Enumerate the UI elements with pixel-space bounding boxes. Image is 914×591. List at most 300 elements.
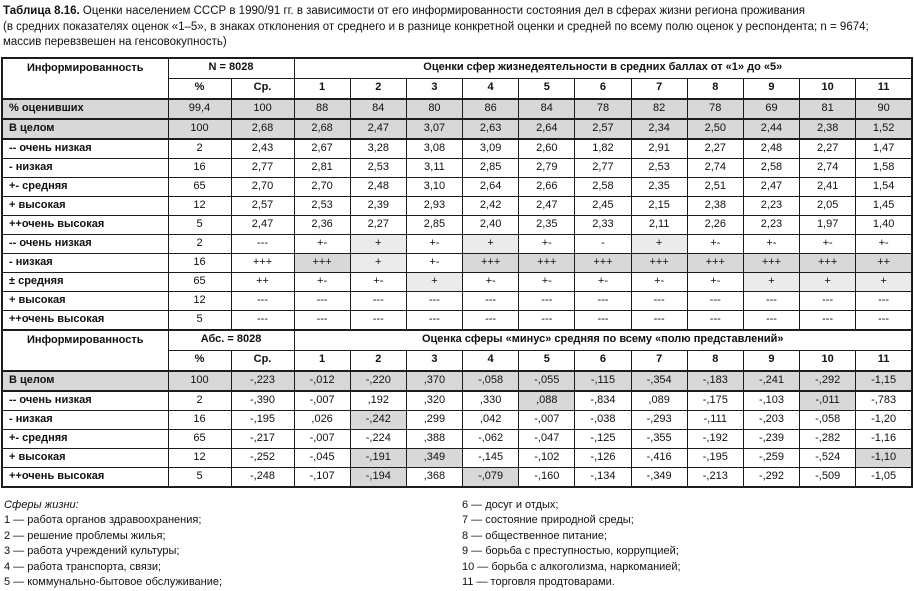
- table-cell: 2,91: [631, 139, 687, 159]
- table-cell: ---: [687, 310, 743, 330]
- row-label: +- средняя: [2, 429, 168, 448]
- table-cell: ,349: [406, 448, 462, 467]
- table-cell: +-: [463, 272, 519, 291]
- table-cell: ---: [687, 291, 743, 310]
- table-cell: 2,05: [800, 196, 856, 215]
- spheres-legend: [0, 488, 914, 591]
- avg-cell: 2,68: [231, 119, 294, 139]
- table-cell: 2,27: [687, 139, 743, 159]
- legend-item: 6 — досуг и отдых;: [462, 498, 559, 511]
- table-cell: -,103: [743, 391, 799, 411]
- table-cell: ---: [519, 310, 575, 330]
- table-cell: ,320: [406, 391, 462, 411]
- pct-cell: 5: [168, 310, 231, 330]
- pct-cell: 2: [168, 391, 231, 411]
- pct-cell: 12: [168, 291, 231, 310]
- title-line-2: (в средних показателях оценок «1–5», в знаках отклонения от среднего и в разнице конкретной оценки и средней по всему полю оценок у респондента; n = 9674;: [3, 20, 869, 33]
- table-cell: +++: [519, 253, 575, 272]
- table-cell: +: [800, 272, 856, 291]
- table-cell: 1,54: [856, 177, 912, 196]
- pct-cell: 12: [168, 196, 231, 215]
- title-text: Оценки населением СССР в 1990/91 гг. в зависимости от его информированности состояния дел в сферах жизни региона проживания: [79, 5, 805, 17]
- n-header: Абс. = 8028: [168, 330, 294, 351]
- avg-cell: -,248: [231, 467, 294, 487]
- table-cell: ---: [856, 291, 912, 310]
- table-cell: -1,10: [856, 448, 912, 467]
- table-cell: -,834: [575, 391, 631, 411]
- row-label: ± средняя: [2, 272, 168, 291]
- table-cell: ,330: [463, 391, 519, 411]
- table-cell: ---: [519, 291, 575, 310]
- table-cell: -,259: [743, 448, 799, 467]
- table-cell: 86: [463, 99, 519, 119]
- table-cell: 2,63: [463, 119, 519, 139]
- table-cell: -,102: [519, 448, 575, 467]
- row-label: - низкая: [2, 158, 168, 177]
- table-cell: 2,47: [743, 177, 799, 196]
- column-header: 2: [350, 78, 406, 99]
- table-cell: -,007: [294, 429, 350, 448]
- table-cell: 1,82: [575, 139, 631, 159]
- table-cell: -,045: [294, 448, 350, 467]
- row-label: ++очень высокая: [2, 467, 168, 487]
- table-row: [2, 119, 912, 139]
- table-cell: -1,05: [856, 467, 912, 487]
- column-header: 7: [631, 78, 687, 99]
- pct-cell: 2: [168, 139, 231, 159]
- table-cell: 2,34: [631, 119, 687, 139]
- table-cell: ---: [406, 310, 462, 330]
- table-cell: 90: [856, 99, 912, 119]
- table-cell: -,115: [575, 371, 631, 391]
- legend-item: 2 — решение проблемы жилья;: [4, 529, 166, 542]
- table-cell: +: [743, 272, 799, 291]
- column-header: 2: [350, 350, 406, 371]
- table-cell: -,126: [575, 448, 631, 467]
- pct-cell: 65: [168, 429, 231, 448]
- pct-cell: 5: [168, 215, 231, 234]
- pct-cell: 65: [168, 272, 231, 291]
- table-cell: -,213: [687, 467, 743, 487]
- table-cell: 3,09: [463, 139, 519, 159]
- table-cell: -1,16: [856, 429, 912, 448]
- column-header: 4: [463, 350, 519, 371]
- table-cell: 2,26: [687, 215, 743, 234]
- title-line-3: массив перевзвешен на генсовокупность): [3, 36, 227, 48]
- table-row: [2, 410, 912, 429]
- table-cell: -,079: [463, 467, 519, 487]
- table-cell: ++: [856, 253, 912, 272]
- table-row: [2, 177, 912, 196]
- column-header: 5: [519, 350, 575, 371]
- legend-item: 7 — состояние природной среды;: [462, 514, 634, 526]
- column-header: %: [168, 78, 231, 99]
- table-cell: -1,20: [856, 410, 912, 429]
- table-cell: 2,53: [294, 196, 350, 215]
- table-cell: +-: [519, 234, 575, 253]
- table-cell: +: [856, 272, 912, 291]
- table-cell: +: [350, 253, 406, 272]
- header-row: [2, 330, 912, 351]
- table-cell: 2,53: [350, 158, 406, 177]
- table-row: [2, 448, 912, 467]
- table-cell: 2,15: [631, 196, 687, 215]
- row-label: + высокая: [2, 291, 168, 310]
- legend-item: 11 — торговля продтоварами.: [462, 576, 615, 588]
- table-cell: 2,70: [294, 177, 350, 196]
- table-row: [2, 234, 912, 253]
- table-cell: +: [463, 234, 519, 253]
- table-cell: 2,35: [631, 177, 687, 196]
- table-cell: 2,85: [463, 158, 519, 177]
- avg-cell: 100: [231, 99, 294, 119]
- table-cell: 1,47: [856, 139, 912, 159]
- legend-item: 5 — коммунально-бытовое обслуживание;: [4, 576, 223, 588]
- table-cell: 2,44: [743, 119, 799, 139]
- column-header: 3: [406, 78, 462, 99]
- avg-cell: 2,57: [231, 196, 294, 215]
- column-header: 8: [687, 78, 743, 99]
- table-cell: -: [575, 234, 631, 253]
- table-cell: 3,08: [406, 139, 462, 159]
- table-cell: 2,85: [406, 215, 462, 234]
- table-cell: 2,38: [800, 119, 856, 139]
- table-cell: 2,60: [519, 139, 575, 159]
- column-header: 10: [800, 350, 856, 371]
- table-cell: -,183: [687, 371, 743, 391]
- table-cell: 1,97: [800, 215, 856, 234]
- table-cell: -,509: [800, 467, 856, 487]
- table-cell: ---: [406, 291, 462, 310]
- table-cell: 69: [743, 99, 799, 119]
- avg-cell: ---: [231, 234, 294, 253]
- table-cell: ,299: [406, 410, 462, 429]
- table-cell: -,203: [743, 410, 799, 429]
- table-cell: -,293: [631, 410, 687, 429]
- table-cell: ---: [800, 291, 856, 310]
- table-cell: ---: [631, 310, 687, 330]
- avg-cell: +++: [231, 253, 294, 272]
- table-cell: 2,77: [575, 158, 631, 177]
- column-header: 9: [743, 350, 799, 371]
- table-cell: +: [406, 272, 462, 291]
- table-cell: ---: [575, 310, 631, 330]
- table-cell: 2,68: [294, 119, 350, 139]
- avg-cell: -,195: [231, 410, 294, 429]
- table-cell: 2,58: [575, 177, 631, 196]
- table-cell: 2,11: [631, 215, 687, 234]
- table-cell: ,089: [631, 391, 687, 411]
- pct-cell: 100: [168, 371, 231, 391]
- table-row: [2, 272, 912, 291]
- table-cell: ---: [463, 291, 519, 310]
- legend-left-column: [4, 498, 462, 591]
- table-cell: 2,48: [743, 139, 799, 159]
- table-cell: +-: [406, 234, 462, 253]
- table-cell: 1,58: [856, 158, 912, 177]
- table-cell: -,242: [350, 410, 406, 429]
- table-cell: ---: [743, 310, 799, 330]
- row-label: ++очень высокая: [2, 310, 168, 330]
- table-cell: ,192: [350, 391, 406, 411]
- legend-item: 8 — общественное питание;: [462, 529, 608, 542]
- avg-cell: -,217: [231, 429, 294, 448]
- table-section-scores: [2, 58, 912, 330]
- table-cell: +: [631, 234, 687, 253]
- table-cell: +: [350, 234, 406, 253]
- table-cell: 2,47: [350, 119, 406, 139]
- row-label: ++очень высокая: [2, 215, 168, 234]
- table-cell: 1,45: [856, 196, 912, 215]
- header-row: [2, 58, 912, 79]
- table-cell: ,042: [463, 410, 519, 429]
- table-cell: -,239: [743, 429, 799, 448]
- table-cell: 3,07: [406, 119, 462, 139]
- table-cell: +-: [350, 272, 406, 291]
- table-cell: 2,47: [519, 196, 575, 215]
- column-header: 1: [294, 78, 350, 99]
- table-cell: ,388: [406, 429, 462, 448]
- table-cell: +-: [687, 234, 743, 253]
- table-cell: -,160: [519, 467, 575, 487]
- table-cell: -,349: [631, 467, 687, 487]
- table-cell: 88: [294, 99, 350, 119]
- table-cell: 80: [406, 99, 462, 119]
- table-cell: ---: [294, 291, 350, 310]
- table-cell: 2,41: [800, 177, 856, 196]
- avg-cell: 2,70: [231, 177, 294, 196]
- row-label: В целом: [2, 119, 168, 139]
- table-cell: 2,33: [575, 215, 631, 234]
- table-cell: ---: [575, 291, 631, 310]
- table-cell: +++: [463, 253, 519, 272]
- table-cell: -,224: [350, 429, 406, 448]
- table-cell: -,175: [687, 391, 743, 411]
- table-row: [2, 391, 912, 411]
- table-cell: -,062: [463, 429, 519, 448]
- pct-cell: 2: [168, 234, 231, 253]
- legend-item: 10 — борьба с алкоголизма, наркоманией;: [462, 560, 681, 573]
- table-cell: -1,15: [856, 371, 912, 391]
- avg-cell: 2,77: [231, 158, 294, 177]
- avg-cell: ---: [231, 291, 294, 310]
- pct-cell: 100: [168, 119, 231, 139]
- table-row: [2, 467, 912, 487]
- span-header: Оценка сферы «минус» средняя по всему «полю представлений»: [294, 330, 912, 351]
- table-cell: ---: [800, 310, 856, 330]
- table-row: [2, 310, 912, 330]
- table-row: [2, 196, 912, 215]
- table-cell: 2,23: [743, 196, 799, 215]
- table-row: [2, 99, 912, 119]
- table-cell: 2,51: [687, 177, 743, 196]
- column-header: 5: [519, 78, 575, 99]
- table-cell: 2,66: [519, 177, 575, 196]
- table-cell: +++: [743, 253, 799, 272]
- table-cell: -,416: [631, 448, 687, 467]
- table-row: [2, 215, 912, 234]
- row-label: - низкая: [2, 410, 168, 429]
- span-header: Оценки сфер жизнедеятельности в средних баллах от «1» до «5»: [294, 58, 912, 79]
- table-cell: ---: [631, 291, 687, 310]
- table-cell: -,007: [519, 410, 575, 429]
- table-cell: +++: [631, 253, 687, 272]
- column-header: 6: [575, 78, 631, 99]
- table-cell: -,192: [687, 429, 743, 448]
- table-cell: 1,40: [856, 215, 912, 234]
- table-cell: 2,39: [350, 196, 406, 215]
- table-row: [2, 158, 912, 177]
- table-cell: ---: [856, 310, 912, 330]
- table-cell: ---: [350, 310, 406, 330]
- table-cell: ,088: [519, 391, 575, 411]
- table-cell: -,191: [350, 448, 406, 467]
- table-cell: ---: [743, 291, 799, 310]
- table-cell: -,194: [350, 467, 406, 487]
- table-cell: -,058: [463, 371, 519, 391]
- table-cell: +-: [743, 234, 799, 253]
- table-cell: 2,81: [294, 158, 350, 177]
- table-cell: +-: [631, 272, 687, 291]
- table-cell: 2,40: [463, 215, 519, 234]
- table-cell: -,012: [294, 371, 350, 391]
- avg-cell: ---: [231, 310, 294, 330]
- table-title: [0, 0, 914, 51]
- column-header: 4: [463, 78, 519, 99]
- table-cell: 82: [631, 99, 687, 119]
- table-cell: -,038: [575, 410, 631, 429]
- column-header: 11: [856, 350, 912, 371]
- column-header: %: [168, 350, 231, 371]
- table-cell: -,195: [687, 448, 743, 467]
- table-cell: +++: [294, 253, 350, 272]
- table-cell: 2,74: [800, 158, 856, 177]
- table-cell: -,145: [463, 448, 519, 467]
- legend-item: 4 — работа транспорта, связи;: [4, 560, 162, 573]
- table-cell: -,125: [575, 429, 631, 448]
- table-cell: +++: [800, 253, 856, 272]
- n-header: N = 8028: [168, 58, 294, 79]
- corner-header: Информированность: [2, 330, 168, 371]
- table-cell: 78: [575, 99, 631, 119]
- table-cell: 3,11: [406, 158, 462, 177]
- column-header: 8: [687, 350, 743, 371]
- table-cell: -,058: [800, 410, 856, 429]
- table-row: [2, 253, 912, 272]
- table-cell: ---: [294, 310, 350, 330]
- row-label: + высокая: [2, 448, 168, 467]
- pct-cell: 5: [168, 467, 231, 487]
- legend-item: 1 — работа органов здравоохранения;: [4, 514, 202, 526]
- table-cell: -,111: [687, 410, 743, 429]
- table-cell: ,026: [294, 410, 350, 429]
- avg-cell: -,390: [231, 391, 294, 411]
- avg-cell: 2,47: [231, 215, 294, 234]
- row-label: -- очень низкая: [2, 139, 168, 159]
- row-label: В целом: [2, 371, 168, 391]
- table-number: Таблица 8.16.: [3, 5, 80, 17]
- table-cell: 1,52: [856, 119, 912, 139]
- statistics-table: [1, 57, 913, 488]
- table-cell: -,524: [800, 448, 856, 467]
- table-cell: -,241: [743, 371, 799, 391]
- table-cell: -,047: [519, 429, 575, 448]
- column-header: 3: [406, 350, 462, 371]
- table-section-diff: [2, 330, 912, 487]
- table-cell: +-: [519, 272, 575, 291]
- table-cell: +-: [406, 253, 462, 272]
- table-cell: -,107: [294, 467, 350, 487]
- table-cell: -,055: [519, 371, 575, 391]
- table-cell: 2,79: [519, 158, 575, 177]
- column-header: Ср.: [231, 78, 294, 99]
- column-header: 10: [800, 78, 856, 99]
- table-row: [2, 371, 912, 391]
- table-cell: -,354: [631, 371, 687, 391]
- table-cell: 2,45: [575, 196, 631, 215]
- table-cell: 2,53: [631, 158, 687, 177]
- table-cell: 2,36: [294, 215, 350, 234]
- legend-item: 9 — борьба с преступностью, коррупцией;: [462, 545, 679, 557]
- table-cell: +-: [687, 272, 743, 291]
- avg-cell: -,252: [231, 448, 294, 467]
- table-cell: 78: [687, 99, 743, 119]
- table-cell: 2,27: [800, 139, 856, 159]
- table-cell: 2,50: [687, 119, 743, 139]
- column-header: 1: [294, 350, 350, 371]
- table-cell: +++: [687, 253, 743, 272]
- legend-heading: Сферы жизни:: [4, 498, 79, 511]
- row-label: -- очень низкая: [2, 391, 168, 411]
- table-cell: ,368: [406, 467, 462, 487]
- table-cell: -,292: [800, 371, 856, 391]
- table-cell: 2,42: [463, 196, 519, 215]
- table-cell: -,007: [294, 391, 350, 411]
- column-header: 6: [575, 350, 631, 371]
- column-header: 7: [631, 350, 687, 371]
- table-cell: 2,57: [575, 119, 631, 139]
- table-cell: 2,74: [687, 158, 743, 177]
- table-cell: 3,10: [406, 177, 462, 196]
- table-cell: ,370: [406, 371, 462, 391]
- table-cell: -,011: [800, 391, 856, 411]
- table-cell: -,134: [575, 467, 631, 487]
- table-cell: 3,28: [350, 139, 406, 159]
- table-cell: +++: [575, 253, 631, 272]
- avg-cell: 2,43: [231, 139, 294, 159]
- row-label: + высокая: [2, 196, 168, 215]
- table-cell: 2,64: [519, 119, 575, 139]
- table-cell: 2,38: [687, 196, 743, 215]
- avg-cell: -,223: [231, 371, 294, 391]
- table-cell: 2,58: [743, 158, 799, 177]
- table-cell: 2,64: [463, 177, 519, 196]
- table-cell: +-: [575, 272, 631, 291]
- row-label: % оценивших: [2, 99, 168, 119]
- legend-item: 3 — работа учреждений культуры;: [4, 545, 180, 557]
- column-header: 11: [856, 78, 912, 99]
- corner-header: Информированность: [2, 58, 168, 99]
- row-label: - низкая: [2, 253, 168, 272]
- pct-cell: 99,4: [168, 99, 231, 119]
- pct-cell: 65: [168, 177, 231, 196]
- avg-cell: ++: [231, 272, 294, 291]
- pct-cell: 16: [168, 158, 231, 177]
- table-cell: +-: [294, 234, 350, 253]
- table-cell: 81: [800, 99, 856, 119]
- column-header: Ср.: [231, 350, 294, 371]
- table-cell: 2,48: [350, 177, 406, 196]
